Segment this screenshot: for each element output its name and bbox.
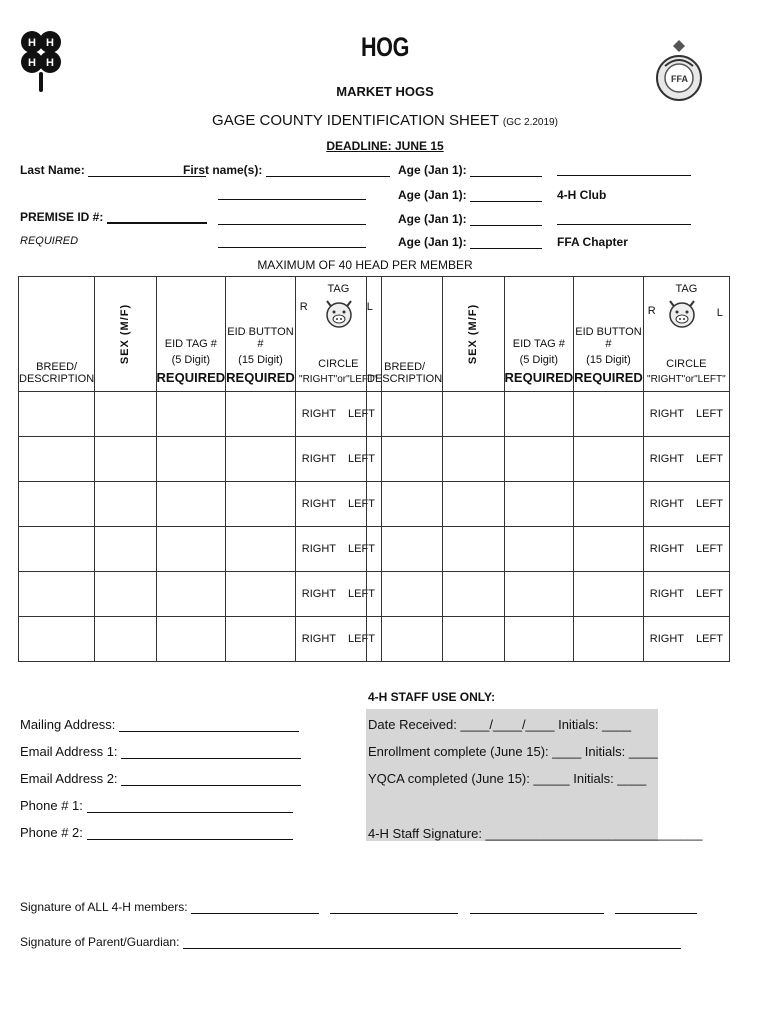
staff-signature-field[interactable]: 4-H Staff Signature: ______________________________	[368, 826, 703, 841]
age-field-3[interactable]: Age (Jan 1):	[398, 212, 542, 226]
svg-text:FFA: FFA	[671, 74, 688, 84]
tag-header: TAG R L CIRCLE "RIGHT"or"LEFT"	[643, 277, 729, 392]
premise-required-note: REQUIRED	[20, 235, 79, 247]
sex-header: SEX (M/F)	[443, 277, 504, 392]
age-field-2[interactable]: Age (Jan 1):	[398, 188, 542, 202]
eid-button-header: EID BUTTON # (15 Digit) REQUIRED	[574, 277, 644, 392]
email-1-field[interactable]: Email Address 1:	[20, 744, 301, 759]
last-name-field[interactable]	[20, 163, 206, 177]
page-title: HOG	[360, 32, 409, 62]
first-name-line-3[interactable]	[218, 213, 366, 225]
age-field-1[interactable]: Age (Jan 1):	[398, 163, 542, 177]
parent-signature-field[interactable]: Signature of Parent/Guardian:	[20, 935, 681, 949]
pig-face-icon	[664, 297, 700, 333]
sheet-code: (GC 2.2019)	[502, 117, 558, 128]
table-row: RIGHT LEFT	[367, 437, 730, 482]
table-row: RIGHT LEFT	[19, 527, 382, 572]
ffa-chapter-label: FFA Chapter	[557, 235, 628, 249]
table-row: RIGHT LEFT	[19, 482, 382, 527]
premise-id-label: PREMISE ID #:	[20, 210, 104, 224]
left-animal-table	[18, 276, 382, 662]
breed-header: BREED/ DESCRIPTION	[367, 277, 443, 392]
svg-text:H: H	[28, 37, 36, 49]
last-name-label: Last Name:	[20, 163, 85, 177]
table-row: RIGHT LEFT	[367, 482, 730, 527]
page-subtitle: MARKET HOGS	[336, 84, 434, 99]
table-row: RIGHT LEFT	[19, 572, 382, 617]
breed-header: BREED/ DESCRIPTION	[19, 277, 95, 392]
eid-tag-header: EID TAG # (5 Digit) REQUIRED	[504, 277, 574, 392]
premise-id-field[interactable]	[20, 210, 207, 224]
svg-text:H: H	[46, 37, 54, 49]
club-name-line[interactable]	[557, 163, 691, 176]
table-row: RIGHT LEFT	[367, 572, 730, 617]
mailing-address-field[interactable]: Mailing Address:	[20, 717, 299, 732]
svg-text:H: H	[28, 57, 36, 69]
right-animal-table	[366, 276, 730, 662]
tag-header: TAG R L CIRCLE "RIGHT"or"LEFT"	[295, 277, 381, 392]
table-row: RIGHT LEFT	[19, 392, 382, 437]
table-row: RIGHT LEFT	[367, 617, 730, 662]
first-name-line-4[interactable]	[218, 236, 366, 248]
member-signatures-field[interactable]: Signature of ALL 4-H members:	[20, 900, 697, 914]
sheet-title: GAGE COUNTY IDENTIFICATION SHEET (GC 2.2019)	[212, 112, 558, 129]
age-field-4[interactable]: Age (Jan 1):	[398, 235, 542, 249]
first-name-label: First name(s):	[183, 163, 263, 177]
staff-heading: 4-H STAFF USE ONLY:	[368, 690, 496, 704]
date-received-field[interactable]: Date Received: ____/____/____ Initials: ____	[368, 717, 632, 732]
pig-face-icon	[321, 297, 357, 333]
table-row: RIGHT LEFT	[19, 617, 382, 662]
first-name-line-2[interactable]	[218, 188, 366, 200]
svg-text:H: H	[46, 57, 54, 69]
table-row: RIGHT LEFT	[367, 392, 730, 437]
deadline: DEADLINE: JUNE 15	[326, 139, 444, 153]
phone-2-field[interactable]: Phone # 2:	[20, 825, 293, 840]
sex-header: SEX (M/F)	[95, 277, 156, 392]
ffa-chapter-line[interactable]	[557, 212, 691, 225]
first-name-field[interactable]	[183, 163, 390, 177]
email-2-field[interactable]: Email Address 2:	[20, 771, 301, 786]
eid-button-header: EID BUTTON # (15 Digit) REQUIRED	[226, 277, 296, 392]
max-head-note: MAXIMUM OF 40 HEAD PER MEMBER	[257, 258, 473, 272]
table-row: RIGHT LEFT	[367, 527, 730, 572]
phone-1-field[interactable]: Phone # 1:	[20, 798, 293, 813]
eid-tag-header: EID TAG # (5 Digit) REQUIRED	[156, 277, 226, 392]
enrollment-field[interactable]: Enrollment complete (June 15): ____ Initials: ____	[368, 744, 658, 759]
club-label: 4-H Club	[557, 188, 607, 202]
table-row: RIGHT LEFT	[19, 437, 382, 482]
yqca-field[interactable]: YQCA completed (June 15): _____ Initials: ____	[368, 771, 647, 786]
